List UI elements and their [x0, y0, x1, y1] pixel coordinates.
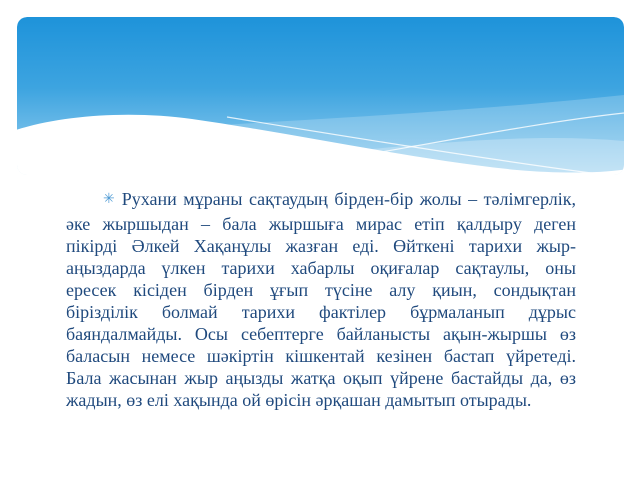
text-line: ересек кісіден бірден ұғып түсіне алу қиын, сондықтан — [66, 280, 576, 300]
text-line: Бала жасынан жыр аңызды жатқа оқып үйрене бастайды да, өз — [66, 368, 576, 388]
text-line: әке жыршыдан – бала жыршыға мирас етіп қалдыру деген — [66, 214, 576, 234]
text-line: баласын немесе шәкіртін кішкентай кезінен бастап үйретеді. — [66, 346, 576, 366]
header-wave-graphic — [17, 17, 624, 175]
text-line-content: Рухани мұраны сақтаудың бірден-бір жолы – тәлімгерлік, — [121, 189, 576, 209]
text-line: пікірді Әлкей Хақанұлы жазған еді. Өйткені тарихи жыр- — [66, 236, 576, 256]
text-line: бірізділік болмай тарихи фактілер бұрмаланып дұрыс — [66, 302, 576, 322]
text-line — [66, 188, 576, 213]
text-line: жадын, өз елі хақында ой өрісін әрқашан дамытып отырады. — [66, 390, 532, 410]
body-paragraph — [66, 188, 576, 411]
text-line: аңыздарда үлкен тарихи хабарлы оқиғалар сақтаулы, оны — [66, 258, 576, 278]
text-line: баяндалмайды. Осы себептерге байланысты ақын-жыршы өз — [66, 324, 576, 344]
bullet-asterisk-icon: ✳ — [103, 192, 115, 207]
